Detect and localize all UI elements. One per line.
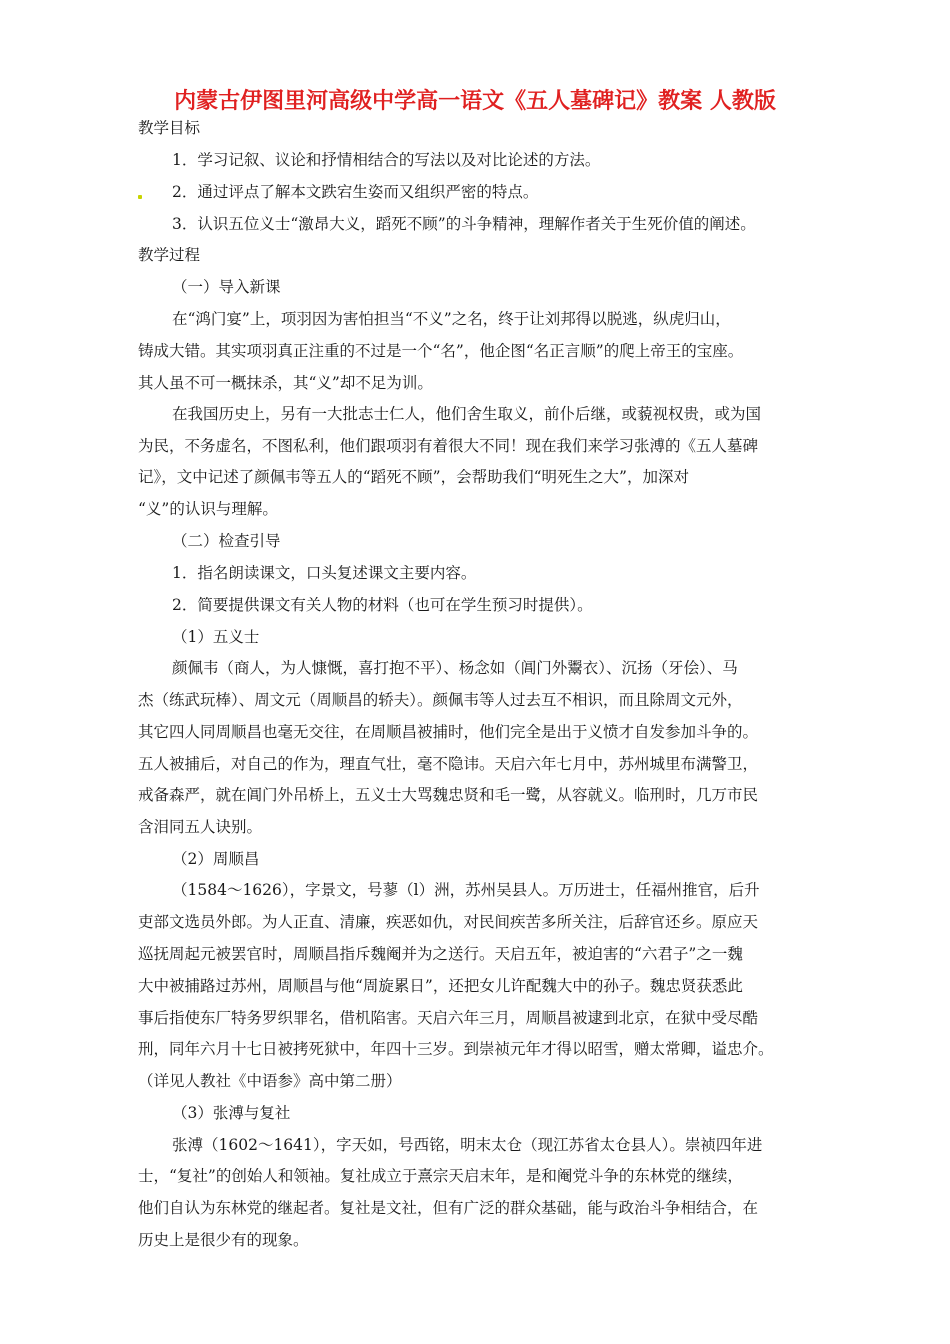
paragraph-line: 铸成大错。其实项羽真正注重的不过是一个“名”，他企图“名正言顺”的爬上帝王的宝座。 bbox=[138, 342, 744, 360]
paragraph-line: 事后指使东厂特务罗织罪名，借机陷害。天启六年三月，周顺昌被逮到北京，在狱中受尽酷 bbox=[138, 1009, 759, 1027]
paragraph-line: （1584～1626），字景文，号蓼（l）洲，苏州吴县人。万历进士，任福州推官，后升 bbox=[172, 881, 760, 899]
paragraph-line: 历史上是很少有的现象。 bbox=[138, 1231, 309, 1249]
paragraph-line: 张溥（1602～1641），字天如，号西铭，明末太仓（现江苏省太仓县人）。崇祯四年进 bbox=[172, 1136, 763, 1154]
margin-marker bbox=[138, 195, 142, 199]
paragraph-line: 2．简要提供课文有关人物的材料（也可在学生预习时提供）。 bbox=[172, 596, 593, 614]
paragraph-line: 他们自认为东林党的继起者。复社是文社，但有广泛的群众基础，能与政治斗争相结合，在 bbox=[138, 1199, 759, 1217]
paragraph-line: 五人被捕后，对自己的作为，理直气壮，毫不隐讳。天启六年七月中，苏州城里布满警卫， bbox=[138, 755, 759, 773]
paragraph-line: 刑，同年六月十七日被拷死狱中，年四十三岁。到崇祯元年才得以昭雪，赠太常卿，谥忠介。 bbox=[138, 1040, 774, 1058]
paragraph-line: 士，“复社”的创始人和领袖。复社成立于熹宗天启末年，是和阉党斗争的东林党的继续， bbox=[138, 1167, 743, 1185]
paragraph-line: “义”的认识与理解。 bbox=[138, 500, 278, 518]
paragraph-line: 巡抚周起元被罢官时，周顺昌指斥魏阉并为之送行。天启五年，被迫害的“六君子”之一魏 bbox=[138, 945, 743, 963]
paragraph-line: 其人虽不可一概抹杀，其“义”却不足为训。 bbox=[138, 374, 433, 392]
paragraph-line: 其它四人同周顺昌也毫无交往，在周顺昌被捕时，他们完全是出于义愤才自发参加斗争的。 bbox=[138, 723, 759, 741]
paragraph-line: 杰（练武玩棒）、周文元（周顺昌的轿夫）。颜佩韦等人过去互不相识，而且除周文元外， bbox=[138, 691, 743, 709]
paragraph-line: 1．指名朗读课文，口头复述课文主要内容。 bbox=[172, 564, 477, 582]
section-heading: （二）检查引导 bbox=[172, 532, 281, 550]
paragraph-line: 大中被捕路过苏州，周顺昌与他“周旋累日”，还把女儿许配魏大中的孙子。魏忠贤获悉此 bbox=[138, 977, 743, 995]
paragraph-line: （详见人教社《中语参》高中第二册） bbox=[138, 1072, 402, 1090]
heading-teaching-goals: 教学目标 bbox=[138, 119, 201, 137]
paragraph-line: 为民，不务虚名，不图私利，他们跟项羽有着很大不同！现在我们来学习张溥的《五人墓碑 bbox=[138, 437, 759, 455]
paragraph-line: 含泪同五人诀别。 bbox=[138, 818, 263, 836]
subsection-heading: （1）五义士 bbox=[172, 628, 260, 646]
paragraph-line: 1．学习记叙、议论和抒情相结合的写法以及对比论述的方法。 bbox=[172, 151, 601, 169]
section-heading: （一）导入新课 bbox=[172, 278, 281, 296]
document-title: 内蒙古伊图里河高级中学高一语文《五人墓碑记》教案 人教版 bbox=[174, 89, 776, 114]
subsection-heading: （3）张溥与复社 bbox=[172, 1104, 291, 1122]
paragraph-line: 在我国历史上，另有一大批志士仁人，他们舍生取义，前仆后继，或藐视权贵，或为国 bbox=[172, 405, 762, 423]
paragraph-line: 戒备森严，就在阊门外吊桥上，五义士大骂魏忠贤和毛一鹭，从容就义。临刑时，几万市民 bbox=[138, 786, 759, 804]
paragraph-line: 颜佩韦（商人，为人慷慨，喜打抱不平）、杨念如（阊门外鬻衣）、沉扬（牙侩）、马 bbox=[172, 659, 738, 677]
heading-teaching-process: 教学过程 bbox=[138, 246, 201, 264]
paragraph-line: 记》，文中记述了颜佩韦等五人的“蹈死不顾”，会帮助我们“明死生之大”，加深对 bbox=[138, 468, 689, 486]
paragraph-line: 3．认识五位义士“激昂大义，蹈死不顾”的斗争精神，理解作者关于生死价值的阐述。 bbox=[172, 215, 756, 233]
paragraph-line: 2．通过评点了解本文跌宕生姿而又组织严密的特点。 bbox=[172, 183, 539, 201]
paragraph-line: 吏部文选员外郎。为人正直、清廉，疾恶如仇，对民间疾苦多所关注，后辞官还乡。原应天 bbox=[138, 913, 759, 931]
paragraph-line: 在“鸿门宴”上，项羽因为害怕担当“不义”之名，终于让刘邦得以脱逃，纵虎归山， bbox=[172, 310, 731, 328]
subsection-heading: （2）周顺昌 bbox=[172, 850, 260, 868]
